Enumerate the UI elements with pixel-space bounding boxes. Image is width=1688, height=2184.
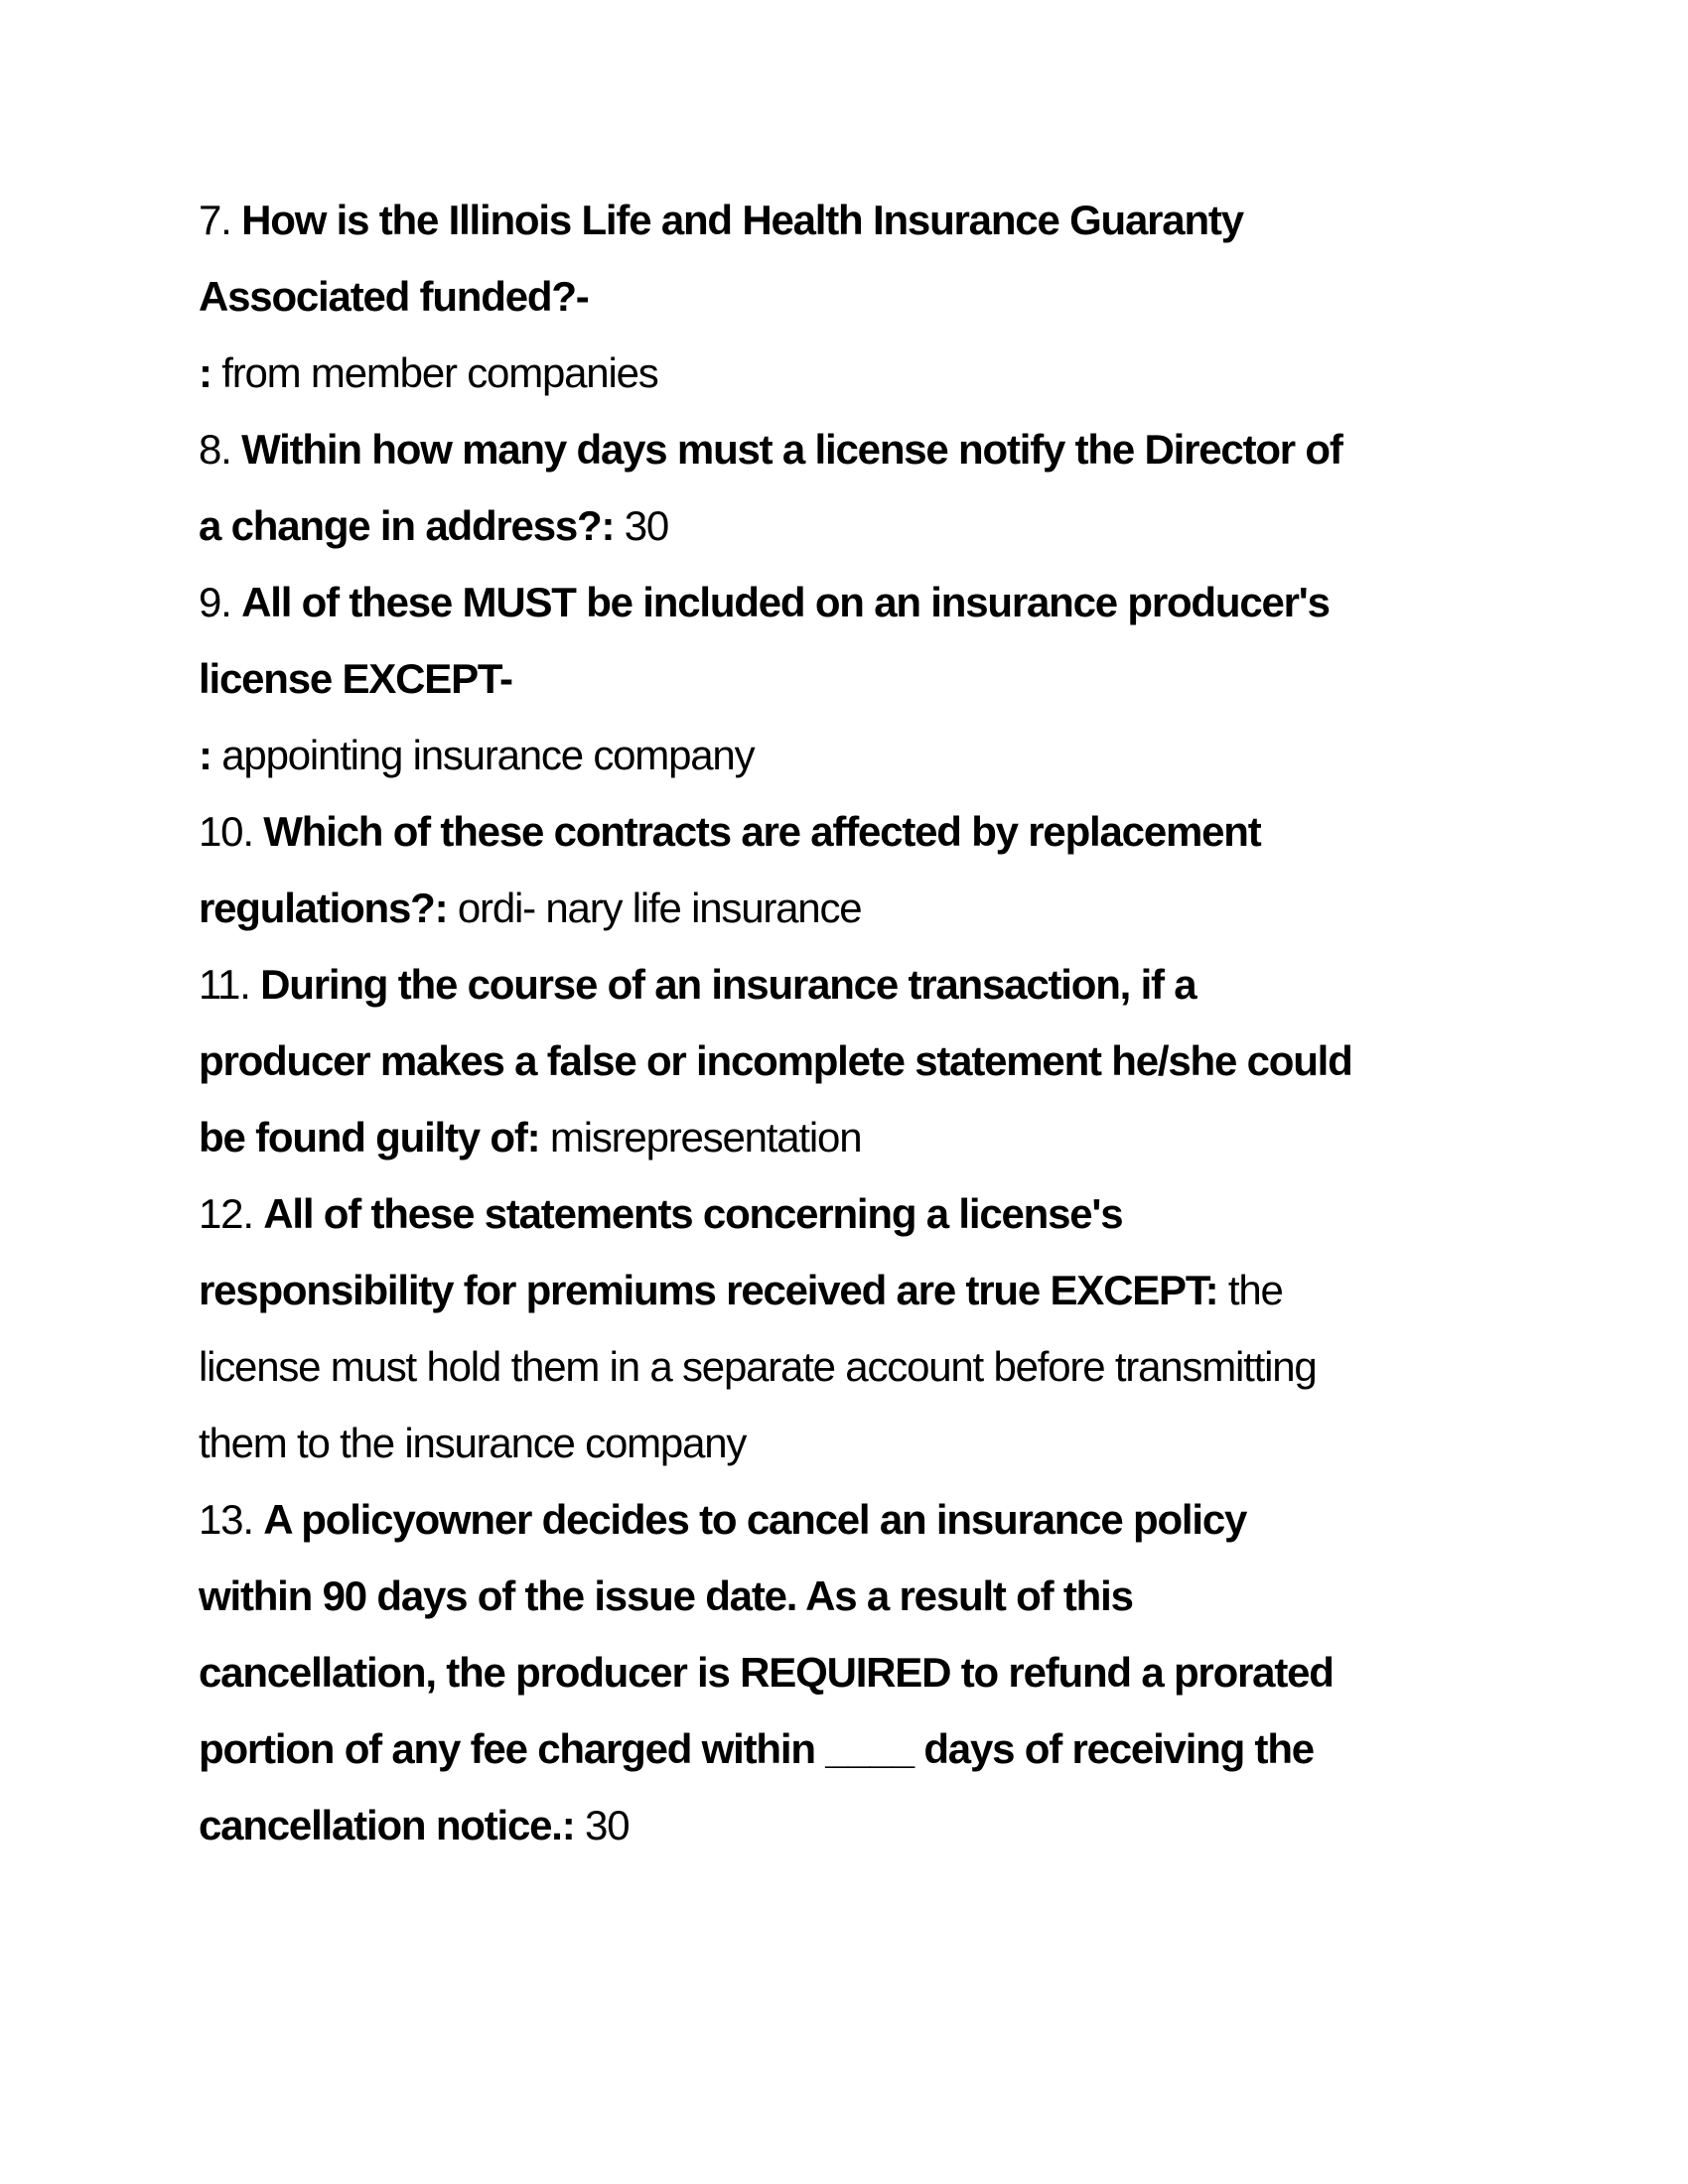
text-segment: appointing insurance company xyxy=(221,732,755,778)
text-line xyxy=(199,411,1589,487)
text-segment-bold: be found guilty of: xyxy=(199,1114,550,1160)
text-segment: 30 xyxy=(585,1802,630,1848)
text-segment: 13. xyxy=(199,1496,264,1543)
text-segment: 12. xyxy=(199,1190,264,1237)
text-segment-bold: All of these statements concerning a license's xyxy=(263,1190,1123,1237)
text-line xyxy=(199,1787,1589,1863)
text-line xyxy=(199,640,1589,717)
text-segment-bold: Which of these contracts are affected by replacement xyxy=(263,808,1261,855)
text-line xyxy=(199,487,1589,564)
text-segment-bold: : xyxy=(199,732,222,778)
text-segment: 9. xyxy=(199,579,242,625)
text-segment: 10. xyxy=(199,808,264,855)
text-line xyxy=(199,717,1589,793)
text-segment-bold: How is the Illinois Life and Health Insurance Guaranty xyxy=(241,197,1243,243)
text-segment: 8. xyxy=(199,426,242,473)
text-segment-bold: Associated funded?- xyxy=(199,273,589,320)
text-line xyxy=(199,1252,1589,1328)
text-line xyxy=(199,564,1589,640)
document-body xyxy=(199,182,1589,1863)
text-segment: from member companies xyxy=(221,349,658,396)
text-line xyxy=(199,946,1589,1023)
text-segment-bold: Within how many days must a license notify the Director of xyxy=(241,426,1342,473)
text-line xyxy=(199,1710,1589,1787)
text-line xyxy=(199,335,1589,411)
text-line xyxy=(199,1023,1589,1099)
text-segment-bold: : xyxy=(199,349,222,396)
text-segment: 30 xyxy=(624,502,669,549)
text-line xyxy=(199,870,1589,946)
text-segment: license must hold them in a separate account before transmitting xyxy=(199,1343,1317,1390)
text-line xyxy=(199,182,1589,258)
text-segment-bold: license EXCEPT- xyxy=(199,655,512,702)
text-segment: 7. xyxy=(199,197,242,243)
text-line xyxy=(199,1558,1589,1634)
text-segment: the xyxy=(1227,1267,1283,1313)
text-segment-bold: A policyowner decides to cancel an insurance policy xyxy=(263,1496,1247,1543)
text-segment: ordi- nary life insurance xyxy=(457,885,862,931)
text-line xyxy=(199,1175,1589,1252)
text-segment-bold: responsibility for premiums received are true EXCEPT: xyxy=(199,1267,1228,1313)
text-line xyxy=(199,793,1589,870)
text-segment-bold: During the course of an insurance transaction, if a xyxy=(260,961,1196,1008)
text-line xyxy=(199,1099,1589,1175)
text-segment: misrepresentation xyxy=(549,1114,862,1160)
text-segment: them to the insurance company xyxy=(199,1420,747,1466)
text-line xyxy=(199,1328,1589,1405)
text-segment-bold: regulations?: xyxy=(199,885,458,931)
text-segment-bold: a change in address?: xyxy=(199,502,625,549)
text-segment-bold: within 90 days of the issue date. As a result of this xyxy=(199,1572,1133,1619)
text-line xyxy=(199,1405,1589,1481)
text-line xyxy=(199,1481,1589,1558)
text-line xyxy=(199,1634,1589,1710)
text-segment-bold: producer makes a false or incomplete statement he/she could xyxy=(199,1037,1352,1084)
text-segment-bold: cancellation, the producer is REQUIRED to refund a prorated xyxy=(199,1649,1334,1696)
text-segment-bold: All of these MUST be included on an insurance producer's xyxy=(241,579,1330,625)
text-segment-bold: portion of any fee charged within ____ days of receiving the xyxy=(199,1725,1314,1772)
text-line xyxy=(199,258,1589,335)
text-segment: 11. xyxy=(199,961,261,1008)
text-segment-bold: cancellation notice.: xyxy=(199,1802,586,1848)
